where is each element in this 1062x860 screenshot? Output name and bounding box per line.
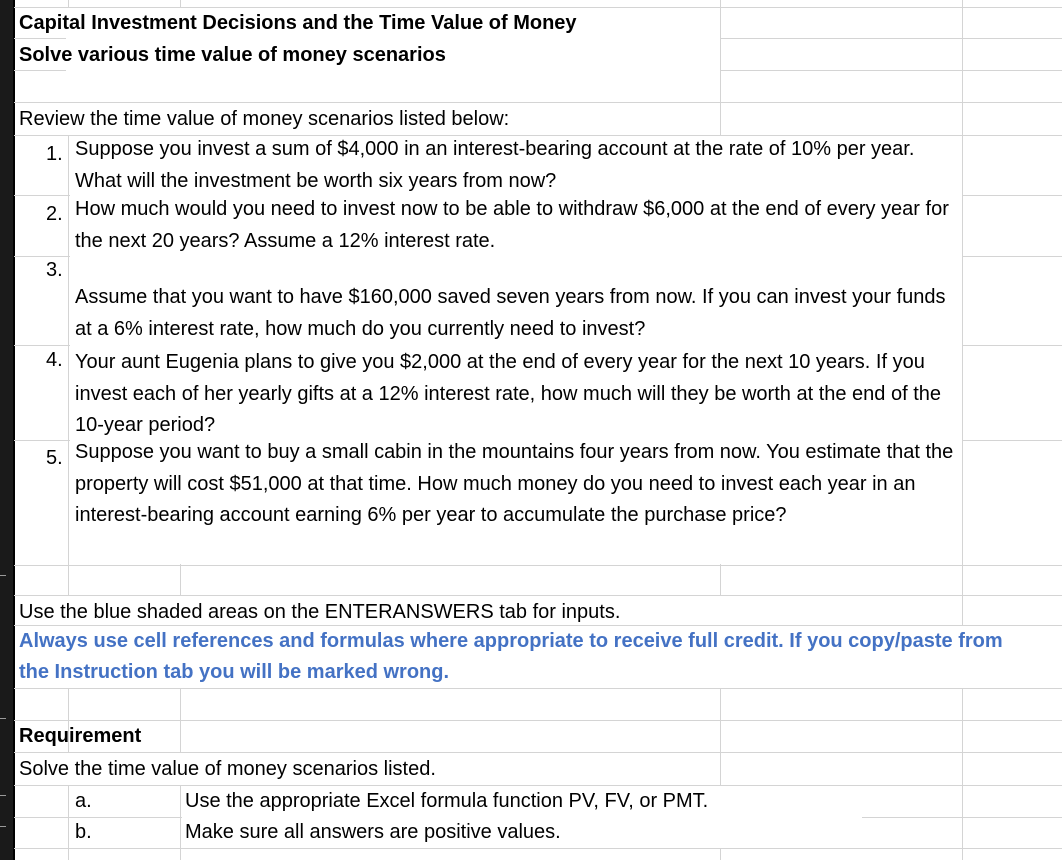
scenario-text: Assume that you want to have $160,000 saved seven years from now. If you can invest your funds at a 6% interest rate, how much do you currently need to invest? xyxy=(75,286,946,340)
gridline xyxy=(14,565,1062,566)
gridline xyxy=(14,848,1062,849)
row-header-edge xyxy=(13,0,15,860)
row-notch xyxy=(0,718,6,719)
use-blue-instruction: Use the blue shaded areas on the ENTERANSWERS tab for inputs. xyxy=(19,601,621,623)
row-header-strip xyxy=(0,0,13,860)
requirement-item-letter: b. xyxy=(75,821,92,843)
gridline-col-e xyxy=(962,0,963,860)
scenario-number: 1. xyxy=(46,143,63,165)
scenario-text: How much would you need to invest now to be able to withdraw $6,000 at the end of every year for the next 20 years? Assume a 12% interest rate. xyxy=(75,198,949,252)
sheet-subtitle: Solve various time value of money scenarios xyxy=(19,44,446,66)
scenario-text: Your aunt Eugenia plans to give you $2,000 at the end of every year for the next 10 years. If you invest each of her yearly gifts at a 12% interest rate, how much will they be worth at the end of the 10-year period? xyxy=(75,351,942,436)
scenario-number: 5. xyxy=(46,447,63,469)
scenario-number: 2. xyxy=(46,203,63,225)
row-notch xyxy=(0,826,6,827)
requirement-text: Solve the time value of money scenarios listed. xyxy=(19,758,436,780)
scenario-text: Suppose you invest a sum of $4,000 in an interest-bearing account at the rate of 10% per year. What will the investment be worth six years from now? xyxy=(75,138,915,192)
formula-note-line2: the Instruction tab you will be marked wrong. xyxy=(19,661,450,683)
row-notch xyxy=(0,795,6,796)
gridline xyxy=(14,688,1062,689)
requirement-item-text: Use the appropriate Excel formula function PV, FV, or PMT. xyxy=(185,790,709,812)
requirement-heading: Requirement xyxy=(19,725,142,747)
gridline xyxy=(14,720,1062,721)
scenario-number: 4. xyxy=(46,349,63,371)
scenario-text: Suppose you want to buy a small cabin in the mountains four years from now. You estimate that the property will cost $51,000 at that time. How much money do you need to invest each year in an interest-bearing account earning 6% per year to accumulate the purchase price? xyxy=(75,441,954,526)
intro-text: Review the time value of money scenarios listed below: xyxy=(19,108,510,130)
scenario-number: 3. xyxy=(46,259,63,281)
sheet-title: Capital Investment Decisions and the Time Value of Money xyxy=(19,12,577,34)
requirement-item-text: Make sure all answers are positive values. xyxy=(185,821,561,843)
requirement-item-letter: a. xyxy=(75,790,92,812)
row-notch xyxy=(0,575,6,576)
formula-note-line1: Always use cell references and formulas where appropriate to receive full credit. If you copy/paste from xyxy=(19,630,1003,652)
